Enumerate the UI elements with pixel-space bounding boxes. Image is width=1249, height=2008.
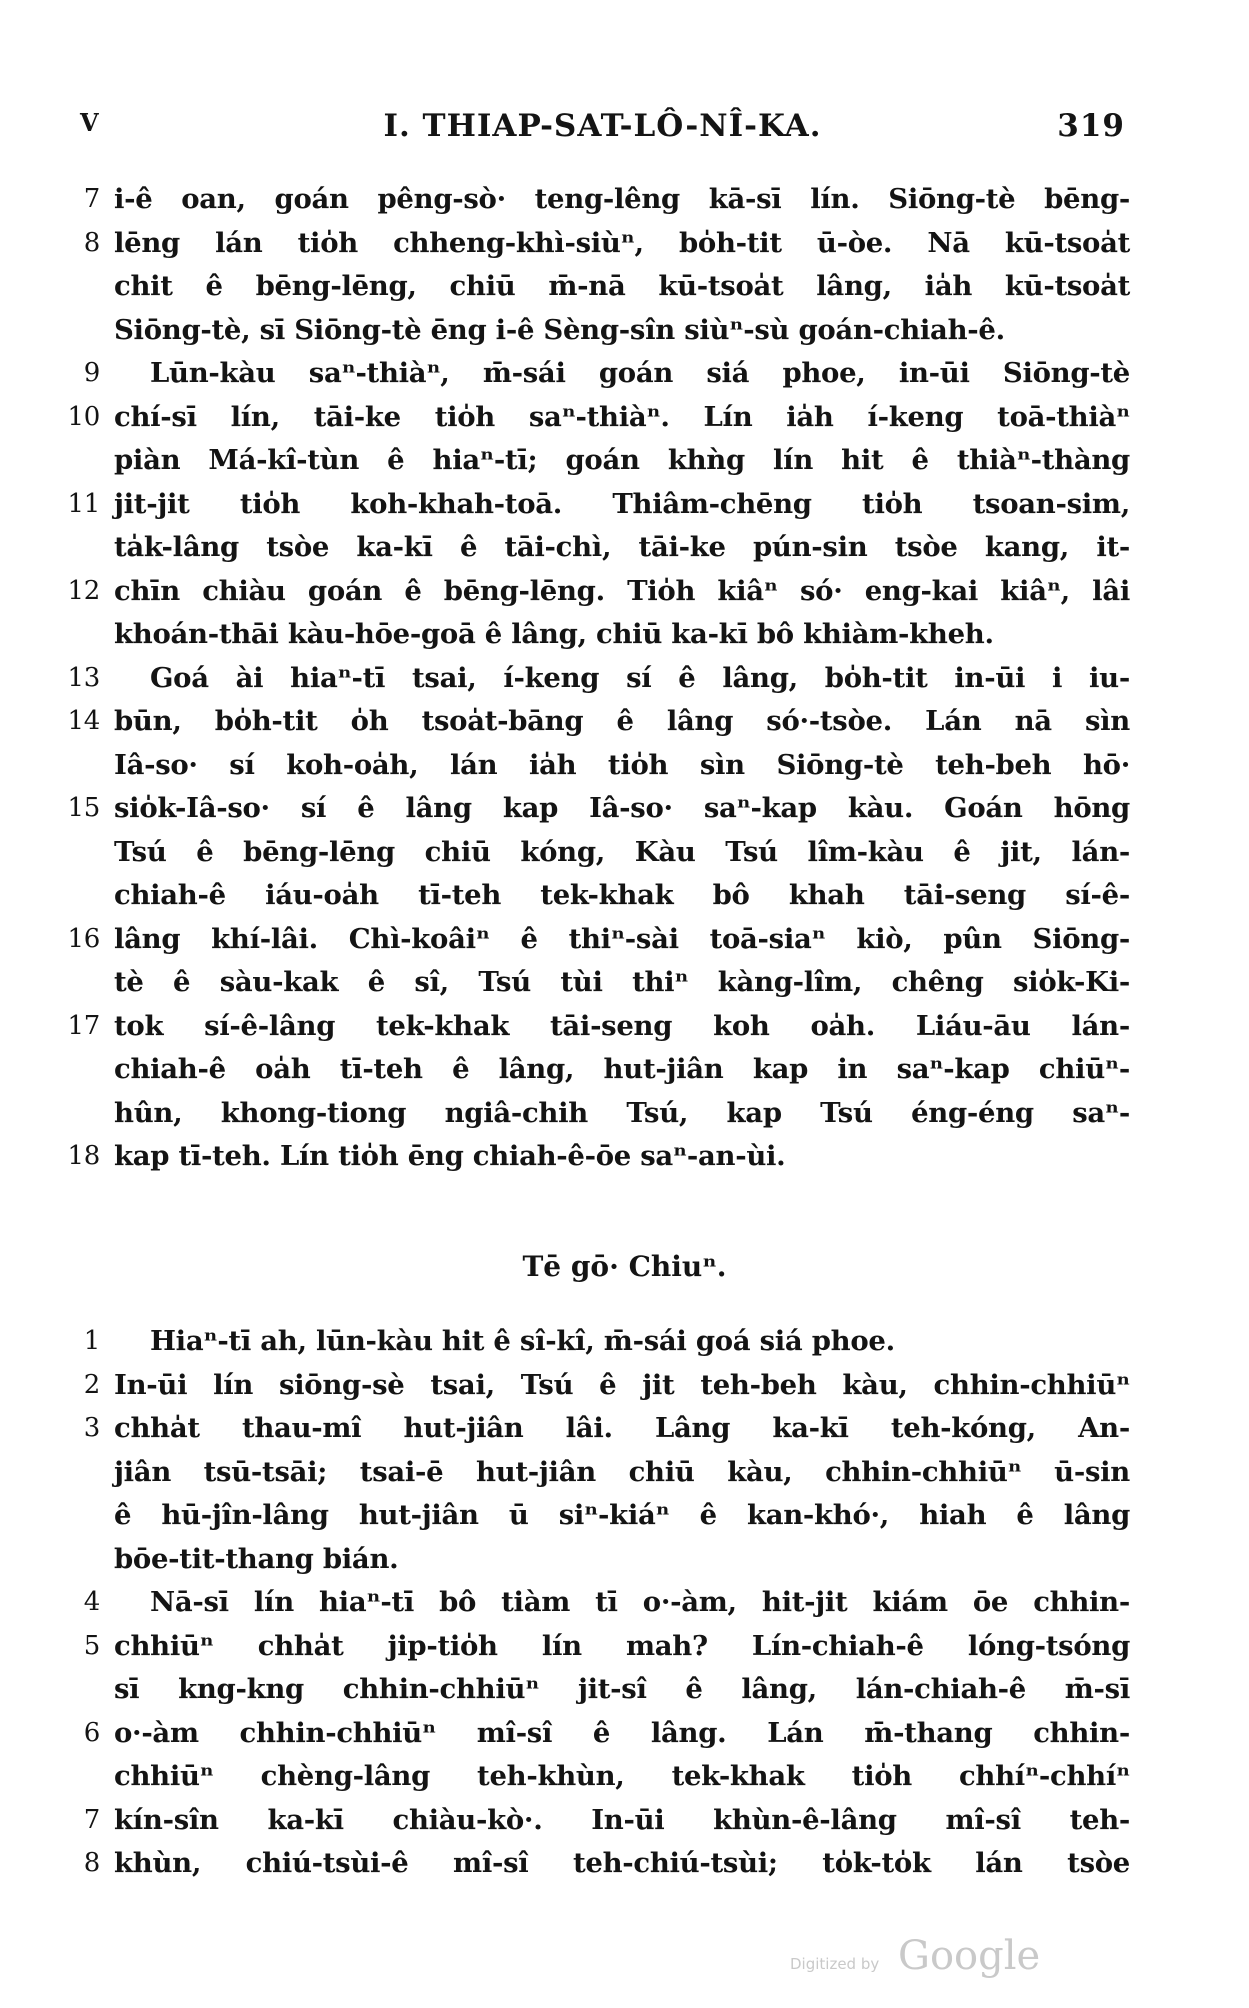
text-line bbox=[60, 1799, 1130, 1843]
line-text: tok sí-ê-lâng tek-khak tāi-seng koh oa̍h. Liáu-āu lán- bbox=[114, 1009, 1130, 1042]
verse-number: 4 bbox=[83, 1587, 100, 1617]
text-line bbox=[60, 961, 1130, 1005]
chapter-4-text bbox=[60, 178, 1130, 1179]
line-text: o·-àm chhin-chhiūⁿ mî-sî ê lâng. Lán m̄-thang chhin- bbox=[114, 1716, 1130, 1749]
verse-number: 12 bbox=[67, 575, 100, 606]
text-line bbox=[60, 439, 1130, 483]
verse-number: 7 bbox=[83, 184, 100, 214]
text-line bbox=[60, 396, 1130, 440]
verse-number: 17 bbox=[67, 1010, 100, 1041]
line-text: kín-sîn ka-kī chiàu-kò·. In-ūi khùn-ê-lâng mî-sî teh- bbox=[114, 1803, 1130, 1836]
verse-number: 18 bbox=[67, 1141, 100, 1171]
line-text: jit-jit tio̍h koh-khah-toā. Thiâm-chēng tio̍h tsoan-sim, bbox=[114, 487, 1130, 520]
line-text: lâng khí-lâi. Chì-koâiⁿ ê thiⁿ-sài toā-siaⁿ kiò, pûn Siōng- bbox=[114, 922, 1130, 955]
text-line bbox=[60, 787, 1130, 831]
text-line bbox=[60, 1842, 1130, 1886]
line-text: i-ê oan, goán pêng-sò· teng-lêng kā-sī lín. Siōng-tè bēng- bbox=[114, 183, 1130, 215]
text-line bbox=[60, 613, 1130, 657]
line-text: chiah-ê oa̍h tī-teh ê lâng, hut-jiân kap in saⁿ-kap chiūⁿ- bbox=[114, 1053, 1130, 1085]
verse-number: 8 bbox=[83, 1848, 100, 1878]
text-line bbox=[60, 831, 1130, 875]
text-line bbox=[60, 874, 1130, 918]
digitization-watermark bbox=[790, 1935, 1060, 1985]
line-text: Siōng-tè, sī Siōng-tè ēng i-ê Sèng-sîn siùⁿ-sù goán-chiah-ê. bbox=[114, 313, 1005, 346]
text-line bbox=[60, 1755, 1130, 1799]
verse-number: 7 bbox=[83, 1804, 100, 1835]
verse-number: 2 bbox=[83, 1369, 100, 1400]
line-text: Hiaⁿ-tī ah, lūn-kàu hit ê sî-kî, m̄-sái goá siá phoe. bbox=[150, 1325, 895, 1357]
line-text: sio̍k-Iâ-so· sí ê lâng kap Iâ-so· saⁿ-kap kàu. Goán hōng bbox=[114, 792, 1130, 824]
text-line bbox=[60, 1494, 1130, 1538]
text-line bbox=[60, 1668, 1130, 1712]
line-text: tè ê sàu-kak ê sî, Tsú tùi thiⁿ kàng-lîm, chêng sio̍k-Ki- bbox=[114, 966, 1130, 998]
text-line bbox=[60, 918, 1130, 962]
text-line bbox=[60, 1407, 1130, 1451]
line-text: kap tī-teh. Lín tio̍h ēng chiah-ê-ōe saⁿ-an-ùi. bbox=[114, 1140, 786, 1172]
text-line bbox=[60, 1320, 1130, 1364]
text-line bbox=[60, 352, 1130, 396]
text-line bbox=[60, 1712, 1130, 1756]
text-line bbox=[60, 265, 1130, 309]
chapter-5-text bbox=[60, 1320, 1130, 1886]
text-line bbox=[60, 700, 1130, 744]
watermark-logo-text: Google bbox=[898, 1933, 1041, 1979]
text-line bbox=[60, 309, 1130, 353]
verse-number: 1 bbox=[83, 1326, 100, 1356]
verse-number: 15 bbox=[67, 793, 100, 823]
line-text: khoán-thāi kàu-hōe-goā ê lâng, chiū ka-kī bô khiàm-kheh. bbox=[114, 618, 994, 650]
text-line bbox=[60, 1625, 1130, 1669]
running-header bbox=[80, 108, 1125, 154]
line-text: ê hū-jîn-lâng hut-jiân ū siⁿ-kiáⁿ ê kan-khó·, hiah ê lâng bbox=[114, 1499, 1130, 1531]
line-text: bōe-tit-thang bián. bbox=[114, 1542, 399, 1575]
verse-number: 5 bbox=[83, 1630, 100, 1661]
text-line bbox=[60, 744, 1130, 788]
verse-number: 13 bbox=[67, 662, 100, 693]
line-text: chīn chiàu goán ê bēng-lēng. Tio̍h kiâⁿ só· eng-kai kiâⁿ, lâi bbox=[114, 574, 1130, 607]
text-line bbox=[60, 1538, 1130, 1582]
verse-number: 14 bbox=[67, 706, 100, 736]
line-text: chiah-ê iáu-oa̍h tī-teh tek-khak bô khah tāi-seng sí-ê- bbox=[114, 879, 1130, 911]
text-line bbox=[60, 222, 1130, 266]
verse-number: 16 bbox=[67, 923, 100, 954]
line-text: chhiūⁿ chha̍t jip-tio̍h lín mah? Lín-chiah-ê lóng-tsóng bbox=[114, 1629, 1130, 1662]
text-line bbox=[60, 1581, 1130, 1625]
line-text: piàn Má-kî-tùn ê hiaⁿ-tī; goán khǹg lín hit ê thiàⁿ-thàng bbox=[114, 444, 1130, 476]
line-text: Tsú ê bēng-lēng chiū kóng, Kàu Tsú lîm-kàu ê jit, lán- bbox=[114, 835, 1130, 868]
line-text: ta̍k-lâng tsòe ka-kī ê tāi-chì, tāi-ke pún-sin tsòe kang, it- bbox=[114, 531, 1130, 563]
line-text: Iâ-so· sí koh-oa̍h, lán ia̍h tio̍h sìn Siōng-tè teh-beh hō· bbox=[114, 748, 1130, 781]
text-line bbox=[60, 1048, 1130, 1092]
line-text: chí-sī lín, tāi-ke tio̍h saⁿ-thiàⁿ. Lín ia̍h í-keng toā-thiàⁿ bbox=[114, 400, 1130, 433]
line-text: lēng lán tio̍h chheng-khì-siùⁿ, bo̍h-tit ū-òe. Nā kū-tsoa̍t bbox=[114, 226, 1130, 259]
text-line bbox=[60, 178, 1130, 222]
watermark-small-text: Digitized by bbox=[790, 1955, 880, 1973]
line-text: Lūn-kàu saⁿ-thiàⁿ, m̄-sái goán siá phoe, in-ūi Siōng-tè bbox=[150, 357, 1130, 389]
text-line bbox=[60, 1092, 1130, 1136]
text-line bbox=[60, 1364, 1130, 1408]
line-text: khùn, chiú-tsùi-ê mî-sî teh-chiú-tsùi; to̍k-to̍k lán tsòe bbox=[114, 1847, 1130, 1879]
text-line bbox=[60, 526, 1130, 570]
text-line bbox=[60, 1005, 1130, 1049]
line-text: Nā-sī lín hiaⁿ-tī bô tiàm tī o·-àm, hit-jit kiám ōe chhin- bbox=[150, 1586, 1130, 1618]
text-line bbox=[60, 657, 1130, 701]
verse-number: 6 bbox=[83, 1717, 100, 1748]
line-text: chit ê bēng-lēng, chiū m̄-nā kū-tsoa̍t lâng, ia̍h kū-tsoa̍t bbox=[114, 270, 1130, 302]
signature-mark: V bbox=[80, 108, 100, 137]
text-line bbox=[60, 1135, 1130, 1179]
chapter-heading: Tē gō· Chiuⁿ. bbox=[522, 1250, 727, 1283]
line-text: In-ūi lín siōng-sè tsai, Tsú ê jit teh-beh kàu, chhin-chhiūⁿ bbox=[114, 1368, 1130, 1401]
line-text: jiân tsū-tsāi; tsai-ē hut-jiân chiū kàu, chhin-chhiūⁿ ū-sin bbox=[114, 1455, 1130, 1488]
text-line bbox=[60, 483, 1130, 527]
verse-number: 9 bbox=[83, 358, 100, 388]
line-text: hûn, khong-tiong ngiâ-chih Tsú, kap Tsú éng-éng saⁿ- bbox=[114, 1096, 1130, 1129]
running-title: I. THIAP-SAT-LÔ-NÎ-KA. bbox=[383, 108, 822, 144]
text-line bbox=[60, 570, 1130, 614]
verse-number: 11 bbox=[67, 488, 100, 519]
line-text: Goá ài hiaⁿ-tī tsai, í-keng sí ê lâng, bo̍h-tit in-ūi i iu- bbox=[150, 661, 1130, 694]
line-text: chha̍t thau-mî hut-jiân lâi. Lâng ka-kī teh-kóng, An- bbox=[114, 1412, 1130, 1444]
line-text: chhiūⁿ chèng-lâng teh-khùn, tek-khak tio̍h chhíⁿ-chhíⁿ bbox=[114, 1760, 1130, 1792]
text-line bbox=[60, 1451, 1130, 1495]
line-text: sī kng-kng chhin-chhiūⁿ jit-sî ê lâng, lán-chiah-ê m̄-sī bbox=[114, 1673, 1130, 1705]
verse-number: 10 bbox=[67, 401, 100, 432]
page-number: 319 bbox=[1057, 108, 1125, 144]
verse-number: 3 bbox=[83, 1413, 100, 1443]
line-text: būn, bo̍h-tit o̍h tsoa̍t-bāng ê lâng só·-tsòe. Lán nā sìn bbox=[114, 705, 1130, 737]
verse-number: 8 bbox=[83, 227, 100, 258]
